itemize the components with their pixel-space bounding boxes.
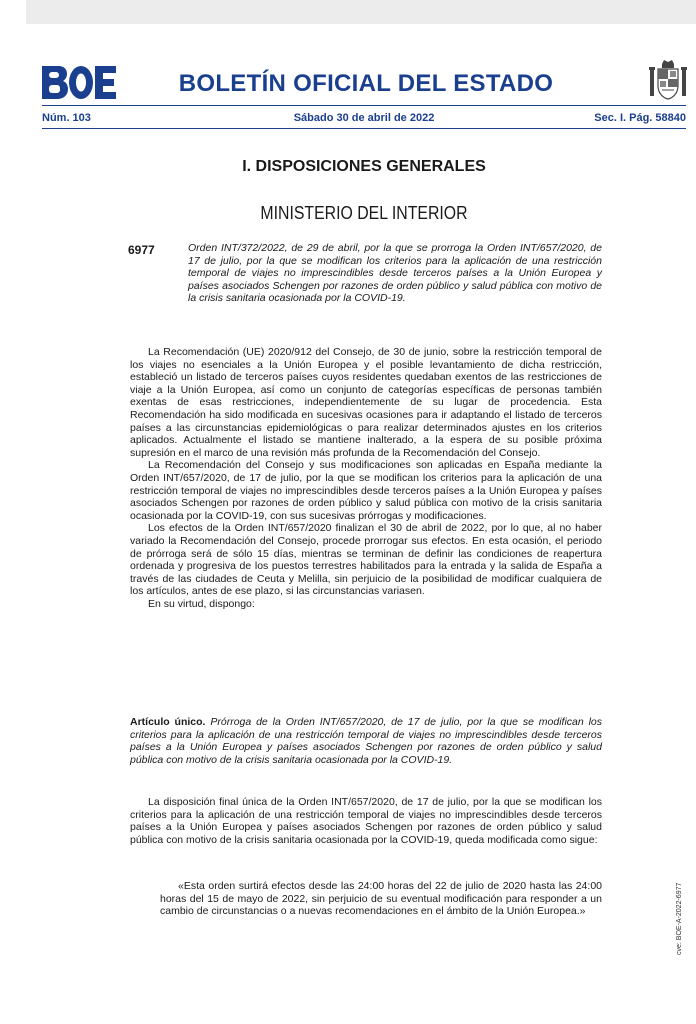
issue-number: Núm. 103 xyxy=(42,112,91,124)
header-rule-top xyxy=(42,105,686,106)
paragraph: La Recomendación (UE) 2020/912 del Consejo, de 30 de junio, sobre la restricción temporal de los viajes no esenciales a la Unión Europea y el posible levantamiento de dicha restricción, estableció un listado de terceros países cuyos residentes quedaban exentos de las restricciones de viaje a la Unión Europea, así como un conjunto de categorías específicas de personas también exentas de esas restricciones, independientemente de su lugar de procedencia. Esta Recomendación ha sido modificada en sucesivas ocasiones para ir adaptando el listado de terceros países a las circunstancias epidemiológicas o para realizar determinados ajustes en los criterios aplicados. Actualmente el listado se mantiene inalterado, a la espera de su posible próxima supresión en el marco de una revisión más profunda de la Recomendación del Consejo. xyxy=(130,346,602,459)
article-body xyxy=(130,796,602,846)
disposition-summary: Orden INT/372/2022, de 29 de abril, por la que se prorroga la Orden INT/657/2020, de 17 de julio, por la que se modifican los criterios para la aplicación de una restricción temporal de viajes no imprescindibles desde terceros países a la Unión Europea y países asociados Schengen por razones de orden público y salud pública con motivo de la crisis sanitaria ocasionada por la COVID-19. xyxy=(188,242,602,304)
cve-code: cve: BOE-A-2022-6977 xyxy=(676,882,683,955)
section-title: I. DISPOSICIONES GENERALES xyxy=(242,158,486,175)
paragraph: En su virtud, dispongo: xyxy=(148,597,255,610)
disposition-number: 6977 xyxy=(128,243,155,257)
preamble xyxy=(130,346,602,610)
issue-date: Sábado 30 de abril de 2022 xyxy=(293,112,435,124)
header-rule-bottom xyxy=(42,128,686,129)
section-page: Sec. I. Pág. 58840 xyxy=(594,112,686,124)
bulletin-title: BOLETÍN OFICIAL DEL ESTADO xyxy=(178,70,554,97)
boe-logo xyxy=(42,66,116,99)
ministry-title: MINISTERIO DEL INTERIOR xyxy=(260,203,468,223)
quoted-text: «Esta orden surtirá efectos desde las 24:00 horas del 22 de julio de 2020 hasta las 24:00 horas del 15 de mayo de 2022, sin perjuicio de su eventual modificación para responder a un cambio de circunstancias o a nuevas recomendaciones en el ámbito de la Unión Europea.» xyxy=(160,880,602,918)
coat-of-arms-icon xyxy=(648,60,688,102)
article-heading xyxy=(130,716,602,766)
article-label: Artículo único. xyxy=(130,716,206,728)
top-bar xyxy=(26,0,696,24)
paragraph: La disposición final única de la Orden INT/657/2020, de 17 de julio, por la que se modifican los criterios para la aplicación de una restricción temporal de viajes no imprescindibles desde terceros países a la Unión Europea y países asociados Schengen por razones de orden público y salud pública con motivo de la crisis sanitaria ocasionada por la COVID-19, queda modificada como sigue: xyxy=(130,796,602,846)
paragraph: Los efectos de la Orden INT/657/2020 finalizan el 30 de abril de 2022, por lo que, al no haber variado la Recomendación del Consejo, procede prorrogar sus efectos. En esta ocasión, el periodo de prórroga será de sólo 15 días, mientras se terminan de definir las condiciones de reapertura ordenada y progresiva de los puestos terrestres habilitados para la entrada y la salida de España a través de las ciudades de Ceuta y Melilla, sin perjuicio de la posibilidad de modificar cualquiera de los artículos, antes de ese plazo, si las circunstancias variasen. xyxy=(130,522,602,598)
paragraph: La Recomendación del Consejo y sus modificaciones son aplicadas en España mediante la Orden INT/657/2020, de 17 de julio, por la que se modifican los criterios para la aplicación de una restricción temporal de viajes no imprescindibles desde terceros países a la Unión Europea y países asociados Schengen por razones de orden público y salud pública con motivo de la crisis sanitaria ocasionada por la COVID-19, con sus sucesivas prórrogas y modificaciones. xyxy=(130,459,602,522)
amendment-quote xyxy=(160,880,602,918)
article-title: Prórroga de la Orden INT/657/2020, de 17 de julio, por la que se modifican los criterios para la aplicación de una restricción temporal de viajes no imprescindibles desde terceros países a la Unión Europea y países asociados Schengen por razones de orden público y salud pública con motivo de la crisis sanitaria ocasionada por la COVID-19. xyxy=(130,716,603,766)
